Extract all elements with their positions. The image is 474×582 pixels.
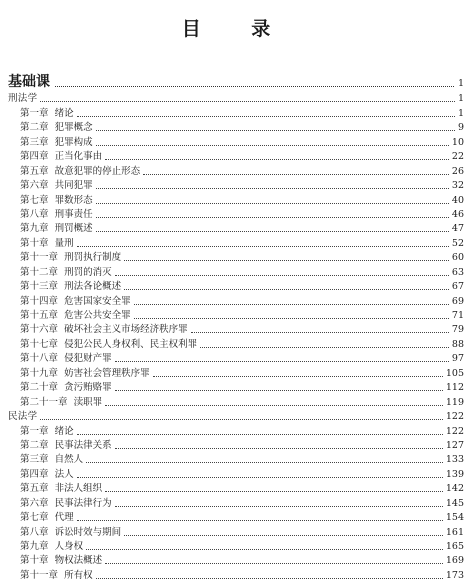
page-number: 127 xyxy=(445,439,464,451)
entry-text xyxy=(8,121,93,134)
entry-text xyxy=(8,208,93,221)
section-label: 基础课 xyxy=(8,74,50,90)
chapter-number: 第一章 xyxy=(20,425,49,437)
chapter-number: 第五章 xyxy=(20,483,49,495)
chapter-number: 第九章 xyxy=(20,223,49,235)
page-number: 165 xyxy=(445,541,464,552)
toc-entry[interactable] xyxy=(8,149,464,163)
entry-text xyxy=(8,511,74,524)
dot-leader xyxy=(105,491,443,492)
chapter-title: 犯罪构成 xyxy=(54,136,93,148)
chapter-title: 刑法各论概述 xyxy=(64,281,122,293)
entry-text xyxy=(8,323,188,336)
entry-text xyxy=(8,280,121,293)
toc-entry[interactable] xyxy=(8,481,464,495)
chapter-number: 第六章 xyxy=(20,497,49,509)
dot-leader xyxy=(115,448,443,449)
chapter-title: 贪污贿赂罪 xyxy=(64,382,112,394)
page-number: 122 xyxy=(445,411,464,423)
page-number: 79 xyxy=(451,324,464,336)
chapter-number: 第三章 xyxy=(20,454,49,466)
toc-entry[interactable] xyxy=(8,207,464,221)
chapter-title: 渎职罪 xyxy=(73,396,103,408)
toc-entry[interactable] xyxy=(8,105,464,119)
chapter-title: 妨害社会管理秩序罪 xyxy=(64,367,150,379)
toc-entry[interactable] xyxy=(8,524,464,538)
dot-leader xyxy=(115,390,443,391)
chapter-number: 第二十章 xyxy=(20,382,59,394)
toc-entry[interactable] xyxy=(8,308,464,322)
entry-text xyxy=(8,540,83,553)
chapter-title: 刑罚的消灭 xyxy=(64,266,112,278)
toc-entry[interactable] xyxy=(8,293,464,307)
chapter-title: 刑事责任 xyxy=(54,208,93,220)
page-number: 1 xyxy=(457,107,464,119)
page-number: 60 xyxy=(451,252,464,264)
entry-text xyxy=(8,425,74,438)
page-number: 63 xyxy=(451,266,464,278)
chapter-number: 第十七章 xyxy=(20,338,59,350)
dot-leader xyxy=(77,477,443,478)
entry-text xyxy=(8,251,121,264)
entry-text xyxy=(8,150,102,163)
chapter-title: 民事法律关系 xyxy=(54,439,112,451)
dot-leader xyxy=(96,231,449,232)
chapter-number: 第十章 xyxy=(20,237,49,249)
entry-text xyxy=(8,554,102,567)
toc-entry[interactable] xyxy=(8,380,464,394)
entry-text xyxy=(8,468,74,481)
entry-text xyxy=(8,526,121,539)
toc-entry[interactable] xyxy=(8,322,464,336)
dot-leader xyxy=(191,332,449,333)
page-number: 169 xyxy=(445,555,464,567)
toc-entry[interactable] xyxy=(8,192,464,206)
toc-entry[interactable] xyxy=(8,553,464,567)
toc-entry[interactable] xyxy=(8,134,464,148)
chapter-number: 第十章 xyxy=(20,555,49,567)
dot-leader xyxy=(134,318,449,319)
dot-leader xyxy=(143,174,449,175)
dot-leader xyxy=(124,260,449,261)
dot-leader xyxy=(105,405,443,406)
entry-text xyxy=(8,295,131,308)
entry-text xyxy=(8,222,93,235)
chapter-title: 刑罚概述 xyxy=(54,223,93,235)
dot-leader xyxy=(115,361,449,362)
dot-leader xyxy=(86,462,443,463)
chapter-title: 法人 xyxy=(54,468,74,480)
dot-leader xyxy=(124,535,443,536)
page-number: 119 xyxy=(445,396,464,408)
page-title: 目 录 xyxy=(181,18,293,40)
chapter-number: 第十九章 xyxy=(20,367,59,379)
chapter-title: 犯罪概念 xyxy=(54,122,93,134)
dot-leader xyxy=(77,246,449,247)
entry-text xyxy=(8,136,93,149)
dot-leader xyxy=(96,578,443,579)
page-number: 46 xyxy=(451,208,464,220)
entry-text xyxy=(8,453,83,466)
page-number: 105 xyxy=(445,367,464,379)
dot-leader xyxy=(134,304,449,305)
dot-leader xyxy=(55,86,454,87)
dot-leader xyxy=(96,188,449,189)
chapter-title: 罪数形态 xyxy=(54,194,93,206)
chapter-number: 第八章 xyxy=(20,208,49,220)
dot-leader xyxy=(115,506,443,507)
dot-leader xyxy=(86,549,443,550)
chapter-title: 故意犯罪的停止形态 xyxy=(54,165,141,177)
chapter-number: 第二章 xyxy=(20,122,49,134)
dot-leader xyxy=(105,563,443,564)
chapter-title: 绪论 xyxy=(54,425,74,437)
toc-entry[interactable] xyxy=(8,351,464,365)
chapter-number: 第十八章 xyxy=(20,353,59,365)
entry-text xyxy=(8,266,112,279)
toc-entry[interactable] xyxy=(8,336,464,350)
page-number: 67 xyxy=(451,281,464,293)
chapter-title: 民事法律行为 xyxy=(54,497,112,509)
page-number: 142 xyxy=(445,483,464,495)
dot-leader xyxy=(40,419,442,420)
chapter-title: 代理 xyxy=(54,512,74,524)
chapter-number: 第十三章 xyxy=(20,281,59,293)
page-number: 40 xyxy=(451,194,464,206)
page-number: 10 xyxy=(451,136,464,148)
group-label: 民法学 xyxy=(8,411,38,423)
entry-text xyxy=(8,569,93,582)
page-number: 173 xyxy=(445,569,464,581)
chapter-number: 第十一章 xyxy=(20,569,59,581)
chapter-title: 诉讼时效与期间 xyxy=(54,526,122,538)
entry-text xyxy=(8,439,112,452)
toc-entry[interactable] xyxy=(8,120,464,134)
entry-text xyxy=(8,194,93,207)
chapter-title: 物权法概述 xyxy=(54,555,103,567)
page-number: 139 xyxy=(445,468,464,480)
chapter-number: 第四章 xyxy=(20,151,49,163)
page-number: 88 xyxy=(451,338,464,350)
section-heading[interactable] xyxy=(8,74,464,91)
chapter-number: 第二章 xyxy=(20,439,49,451)
chapter-number: 第六章 xyxy=(20,180,49,192)
entry-text xyxy=(8,338,197,351)
toc-entry[interactable] xyxy=(8,495,464,509)
chapter-number: 第十四章 xyxy=(20,295,59,307)
dot-leader xyxy=(200,347,449,348)
dot-leader xyxy=(96,130,455,131)
toc-entry[interactable] xyxy=(8,567,464,581)
group-label: 刑法学 xyxy=(8,93,38,105)
page-number: 122 xyxy=(445,425,464,437)
toc-entry[interactable] xyxy=(8,510,464,524)
entry-text xyxy=(8,309,131,322)
toc-entry[interactable] xyxy=(8,264,464,278)
entry-text xyxy=(8,352,112,365)
entry-text xyxy=(8,165,140,178)
dot-leader xyxy=(96,217,449,218)
dot-leader xyxy=(77,434,443,435)
page-number: 1 xyxy=(457,93,464,105)
dot-leader xyxy=(105,159,449,160)
chapter-title: 非法人组织 xyxy=(54,483,103,495)
entry-text xyxy=(8,367,150,380)
chapter-title: 共同犯罪 xyxy=(54,180,93,192)
toc-entry[interactable] xyxy=(8,235,464,249)
chapter-number: 第四章 xyxy=(20,468,49,480)
table-of-contents xyxy=(8,91,464,582)
chapter-title: 刑罚执行制度 xyxy=(64,252,122,264)
page-number: 26 xyxy=(451,165,464,177)
chapter-title: 危害国家安全罪 xyxy=(64,295,131,307)
toc-entry[interactable] xyxy=(8,539,464,553)
chapter-number: 第十五章 xyxy=(20,310,59,321)
chapter-title: 危害公共安全罪 xyxy=(64,310,131,321)
toc-entry[interactable] xyxy=(8,466,464,480)
toc-entry[interactable] xyxy=(8,163,464,177)
page-number: 71 xyxy=(451,310,464,321)
dot-leader xyxy=(153,376,443,377)
chapter-title: 所有权 xyxy=(64,569,93,581)
dot-leader xyxy=(115,275,449,276)
toc-entry[interactable] xyxy=(8,438,464,452)
toc-entry[interactable] xyxy=(8,250,464,264)
dot-leader xyxy=(77,520,443,521)
toc-entry[interactable] xyxy=(8,423,464,437)
toc-entry[interactable] xyxy=(8,365,464,379)
chapter-title: 正当化事由 xyxy=(54,151,103,163)
chapter-title: 侵犯公民人身权利、民主权利罪 xyxy=(64,338,198,350)
dot-leader xyxy=(96,145,449,146)
section-page-number: 1 xyxy=(457,78,464,89)
entry-text xyxy=(8,179,93,192)
chapter-title: 量刑 xyxy=(54,237,74,249)
dot-leader xyxy=(124,289,449,290)
page-number: 9 xyxy=(457,122,464,134)
page-number: 32 xyxy=(451,180,464,192)
chapter-number: 第十一章 xyxy=(20,252,59,264)
chapter-title: 绪论 xyxy=(54,107,74,119)
toc-entry[interactable] xyxy=(8,279,464,293)
page-number: 97 xyxy=(451,353,464,365)
entry-text xyxy=(8,107,74,120)
page-number: 145 xyxy=(445,497,464,509)
chapter-number: 第十二章 xyxy=(20,266,59,278)
toc-entry[interactable] xyxy=(8,221,464,235)
entry-text xyxy=(8,396,102,409)
toc-entry[interactable] xyxy=(8,394,464,408)
toc-entry[interactable] xyxy=(8,452,464,466)
entry-text xyxy=(8,497,112,510)
toc-group-heading[interactable] xyxy=(8,409,464,423)
chapter-number: 第一章 xyxy=(20,107,49,119)
toc-entry[interactable] xyxy=(8,178,464,192)
dot-leader xyxy=(40,101,455,102)
dot-leader xyxy=(77,116,455,117)
dot-leader xyxy=(96,203,449,204)
chapter-title: 自然人 xyxy=(54,454,84,466)
entry-text xyxy=(8,482,102,495)
chapter-number: 第三章 xyxy=(20,136,49,148)
chapter-number: 第八章 xyxy=(20,526,49,538)
chapter-number: 第二十一章 xyxy=(20,396,68,408)
chapter-number: 第七章 xyxy=(20,194,49,206)
chapter-title: 人身权 xyxy=(54,541,84,552)
page-number: 161 xyxy=(445,526,464,538)
page-number: 47 xyxy=(451,223,464,235)
entry-text xyxy=(8,237,74,250)
chapter-number: 第十六章 xyxy=(20,324,59,336)
page-number: 112 xyxy=(445,382,464,394)
page-number: 133 xyxy=(445,454,464,466)
chapter-number: 第五章 xyxy=(20,165,49,177)
page-number: 52 xyxy=(451,237,464,249)
chapter-number: 第七章 xyxy=(20,512,49,524)
chapter-title: 侵犯财产罪 xyxy=(64,353,112,365)
page-number: 69 xyxy=(451,295,464,307)
entry-text xyxy=(8,381,112,394)
chapter-title: 破坏社会主义市场经济秩序罪 xyxy=(64,324,188,336)
page-number: 154 xyxy=(445,512,464,524)
page-number: 22 xyxy=(451,151,464,163)
chapter-number: 第九章 xyxy=(20,541,49,552)
toc-group-heading[interactable] xyxy=(8,91,464,105)
